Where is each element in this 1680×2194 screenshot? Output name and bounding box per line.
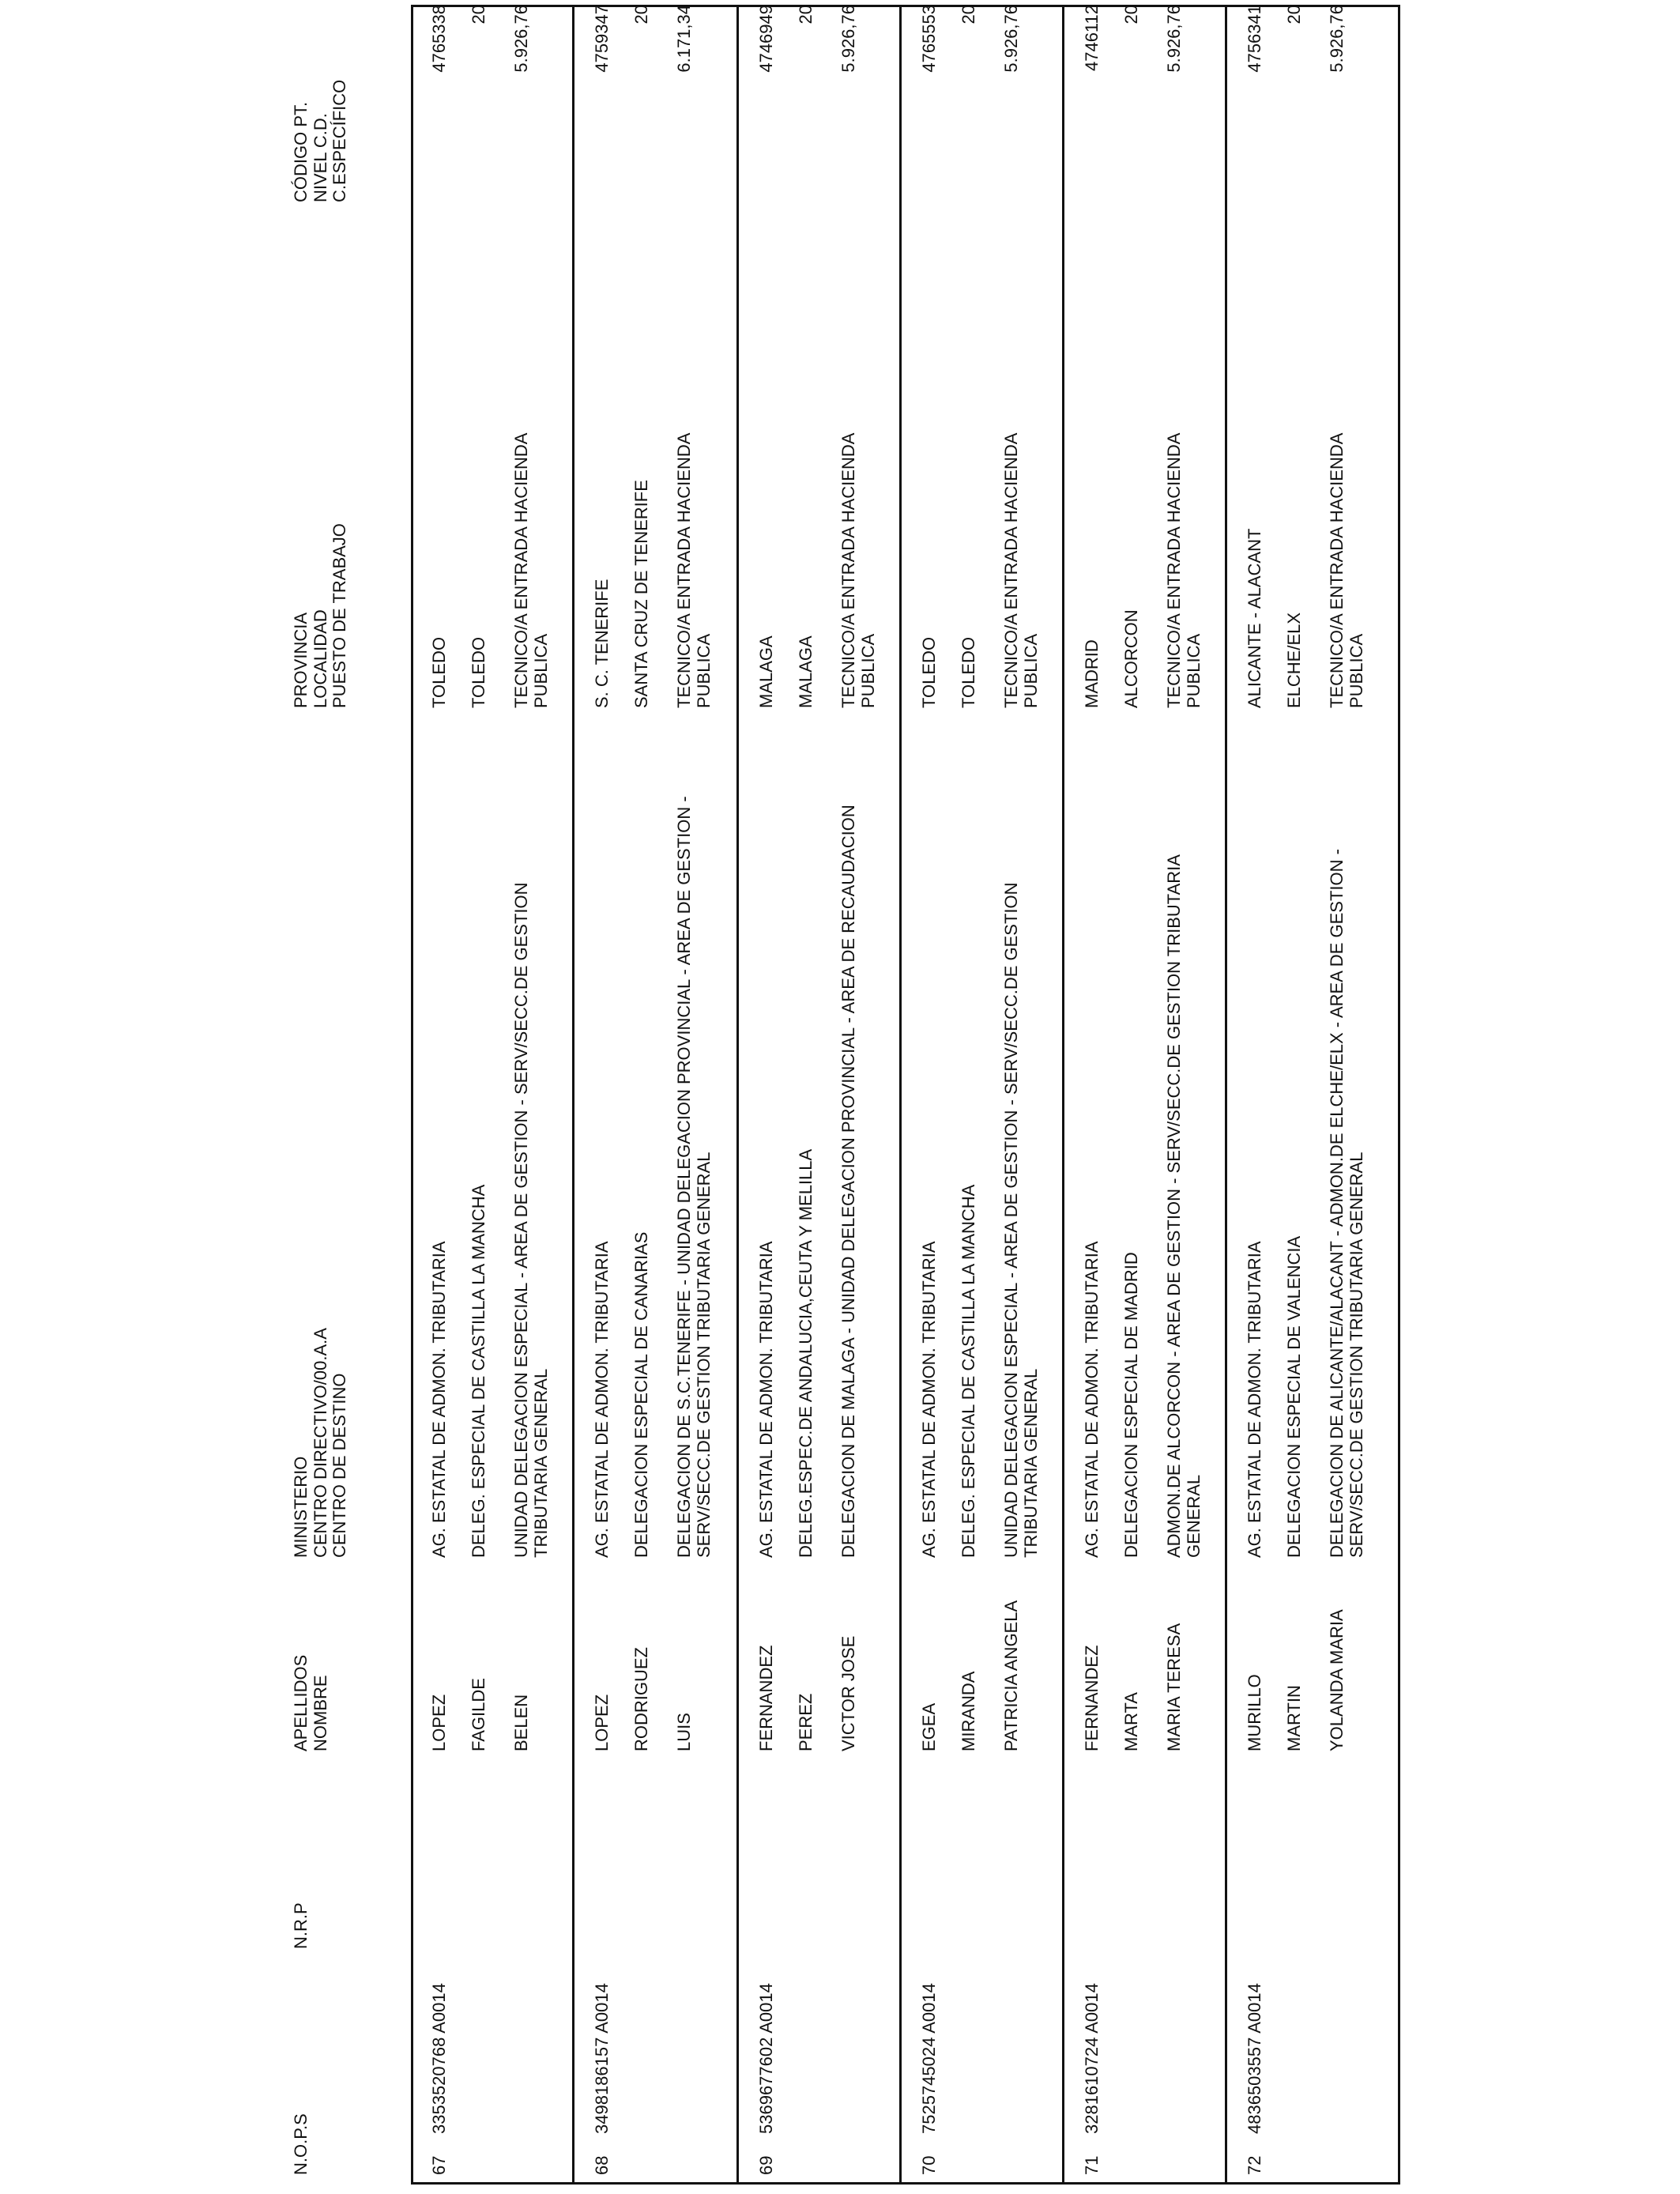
cell-ministerio: AG. ESTATAL DE ADMON. TRIBUTARIA (919, 1241, 939, 1558)
cell-ministerio: AG. ESTATAL DE ADMON. TRIBUTARIA (592, 1241, 612, 1558)
cell-nombre: MARIA TERESA (1164, 1623, 1184, 1751)
cell-nivel: 20 (469, 5, 488, 25)
cell-apellido1: EGEA (919, 1702, 939, 1751)
cell-centro-destino: DELEGACION DE S.C.TENERIFE - UNIDAD DELEGACION PROVINCIAL - AREA DE GESTION - SERV/SECC.DE GESTION TRIBUTARIA GENERAL (674, 796, 714, 1558)
cell-nrp: 7525745024 A0014 (919, 1983, 939, 2134)
cell-codigo: 4765338 (429, 5, 449, 73)
cell-puesto: TECNICO/A ENTRADA HACIENDA PUBLICA (1001, 433, 1041, 708)
cell-apellido2: MARTA (1121, 1692, 1141, 1751)
cell-nrp: 5369677602 A0014 (756, 1983, 776, 2134)
cell-centro-directivo: DELEG. ESPECIAL DE CASTILLA LA MANCHA (469, 1184, 488, 1558)
cell-nivel: 20 (796, 5, 816, 25)
row-separator (736, 5, 739, 2185)
cell-provincia: ALICANTE - ALACANT (1245, 528, 1264, 708)
cell-especifico: 5.926,76 (511, 5, 531, 73)
header-nrp: N.R.P (291, 1902, 311, 1949)
cell-nops: 71 (1082, 2155, 1102, 2175)
cell-nivel: 20 (959, 5, 978, 25)
cell-provincia: S. C. TENERIFE (592, 579, 612, 708)
cell-codigo: 4746112 (1082, 5, 1102, 72)
cell-apellido2: PEREZ (796, 1693, 816, 1751)
cell-puesto: TECNICO/A ENTRADA HACIENDA PUBLICA (838, 433, 878, 708)
cell-apellido2: RODRIGUEZ (631, 1647, 651, 1751)
cell-centro-directivo: DELEGACION ESPECIAL DE VALENCIA (1284, 1235, 1304, 1558)
cell-provincia: MADRID (1082, 639, 1102, 708)
cell-nops: 67 (429, 2155, 449, 2175)
cell-ministerio: AG. ESTATAL DE ADMON. TRIBUTARIA (1245, 1241, 1264, 1558)
cell-centro-destino: DELEGACION DE ALICANTE/ALACANT - ADMON.DE ELCHE/ELX - AREA DE GESTION - SERV/SECC.DE GESTION TRIBUTARIA GENERAL (1327, 849, 1366, 1558)
cell-apellido1: LOPEZ (429, 1694, 449, 1751)
cell-puesto: TECNICO/A ENTRADA HACIENDA PUBLICA (511, 433, 551, 708)
row-separator (572, 5, 574, 2185)
cell-nrp: 3498186157 A0014 (592, 1983, 612, 2134)
cell-centro-directivo: DELEGACION ESPECIAL DE MADRID (1121, 1252, 1141, 1558)
cell-puesto: TECNICO/A ENTRADA HACIENDA PUBLICA (1164, 433, 1203, 708)
cell-nops: 72 (1245, 2155, 1264, 2175)
cell-nops: 68 (592, 2155, 612, 2175)
cell-centro-destino: ADMON.DE ALCORCON - AREA DE GESTION - SERV/SECC.DE GESTION TRIBUTARIA GENERAL (1164, 855, 1203, 1558)
cell-apellido1: FERNANDEZ (1082, 1645, 1102, 1751)
cell-nops: 70 (919, 2155, 939, 2175)
cell-nombre: YOLANDA MARIA (1327, 1609, 1347, 1751)
cell-nombre: LUIS (674, 1713, 694, 1751)
cell-apellido2: MIRANDA (959, 1671, 978, 1751)
row-separator (1225, 5, 1227, 2185)
cell-puesto: TECNICO/A ENTRADA HACIENDA PUBLICA (674, 433, 714, 708)
header-ministerio: MINISTERIO CENTRO DIRECTIVO/00.A.A CENTRO DE DESTINO (291, 1328, 350, 1558)
cell-localidad: ALCORCON (1121, 609, 1141, 708)
cell-apellido2: FAGILDE (469, 1678, 488, 1751)
header-provincia: PROVINCIA LOCALIDAD PUESTO DE TRABAJO (291, 523, 350, 708)
cell-nrp: 3281610724 A0014 (1082, 1983, 1102, 2134)
cell-centro-destino: UNIDAD DELEGACION ESPECIAL - AREA DE GESTION - SERV/SECC.DE GESTION TRIBUTARIA GENERAL (511, 882, 551, 1558)
cell-ministerio: AG. ESTATAL DE ADMON. TRIBUTARIA (1082, 1241, 1102, 1558)
header-apellidos: APELLIDOS NOMBRE (291, 1654, 330, 1751)
cell-centro-destino: UNIDAD DELEGACION ESPECIAL - AREA DE GESTION - SERV/SECC.DE GESTION TRIBUTARIA GENERAL (1001, 882, 1041, 1558)
cell-localidad: SANTA CRUZ DE TENERIFE (631, 480, 651, 708)
cell-localidad: TOLEDO (469, 636, 488, 708)
cell-especifico: 5.926,76 (1164, 5, 1184, 73)
cell-codigo: 4759347 (592, 5, 612, 73)
cell-especifico: 5.926,76 (1001, 5, 1021, 73)
cell-apellido1: LOPEZ (592, 1694, 612, 1751)
cell-localidad: ELCHE/ELX (1284, 612, 1304, 708)
cell-nivel: 20 (1284, 5, 1304, 25)
cell-especifico: 5.926,76 (1327, 5, 1347, 73)
header-nops: N.O.P.S (291, 2113, 311, 2175)
cell-provincia: TOLEDO (429, 636, 449, 708)
cell-especifico: 5.926,76 (838, 5, 858, 73)
cell-nivel: 20 (1121, 5, 1141, 25)
cell-nivel: 20 (631, 5, 651, 25)
cell-codigo: 4756341 (1245, 5, 1264, 73)
cell-ministerio: AG. ESTATAL DE ADMON. TRIBUTARIA (756, 1241, 776, 1558)
cell-localidad: MALAGA (796, 635, 816, 708)
header-codigo: CÓDIGO PT. NIVEL C.D. C.ESPECÍFICO (291, 79, 350, 202)
cell-nops: 69 (756, 2155, 776, 2175)
row-separator (899, 5, 902, 2185)
cell-especifico: 6.171,34 (674, 5, 694, 73)
cell-codigo: 4746949 (756, 5, 776, 73)
cell-localidad: TOLEDO (959, 636, 978, 708)
cell-nrp: 3353520768 A0014 (429, 1983, 449, 2134)
cell-nombre: BELEN (511, 1694, 531, 1751)
cell-centro-directivo: DELEGACION ESPECIAL DE CANARIAS (631, 1231, 651, 1558)
cell-centro-directivo: DELEG. ESPECIAL DE CASTILLA LA MANCHA (959, 1184, 978, 1558)
cell-apellido1: FERNANDEZ (756, 1645, 776, 1751)
cell-nrp: 4836503557 A0014 (1245, 1983, 1264, 2134)
cell-nombre: VICTOR JOSE (838, 1635, 858, 1751)
cell-provincia: MALAGA (756, 635, 776, 708)
cell-codigo: 4765553 (919, 5, 939, 73)
cell-apellido1: MURILLO (1245, 1674, 1264, 1751)
cell-apellido2: MARTIN (1284, 1685, 1304, 1751)
cell-nombre: PATRICIA ANGELA (1001, 1600, 1021, 1751)
cell-ministerio: AG. ESTATAL DE ADMON. TRIBUTARIA (429, 1241, 449, 1558)
cell-centro-directivo: DELEG.ESPEC.DE ANDALUCIA,CEUTA Y MELILLA (796, 1148, 816, 1558)
cell-puesto: TECNICO/A ENTRADA HACIENDA PUBLICA (1327, 433, 1366, 708)
cell-provincia: TOLEDO (919, 636, 939, 708)
row-separator (1062, 5, 1064, 2185)
cell-centro-destino: DELEGACION DE MALAGA - UNIDAD DELEGACION PROVINCIAL - AREA DE RECAUDACION (838, 805, 858, 1558)
